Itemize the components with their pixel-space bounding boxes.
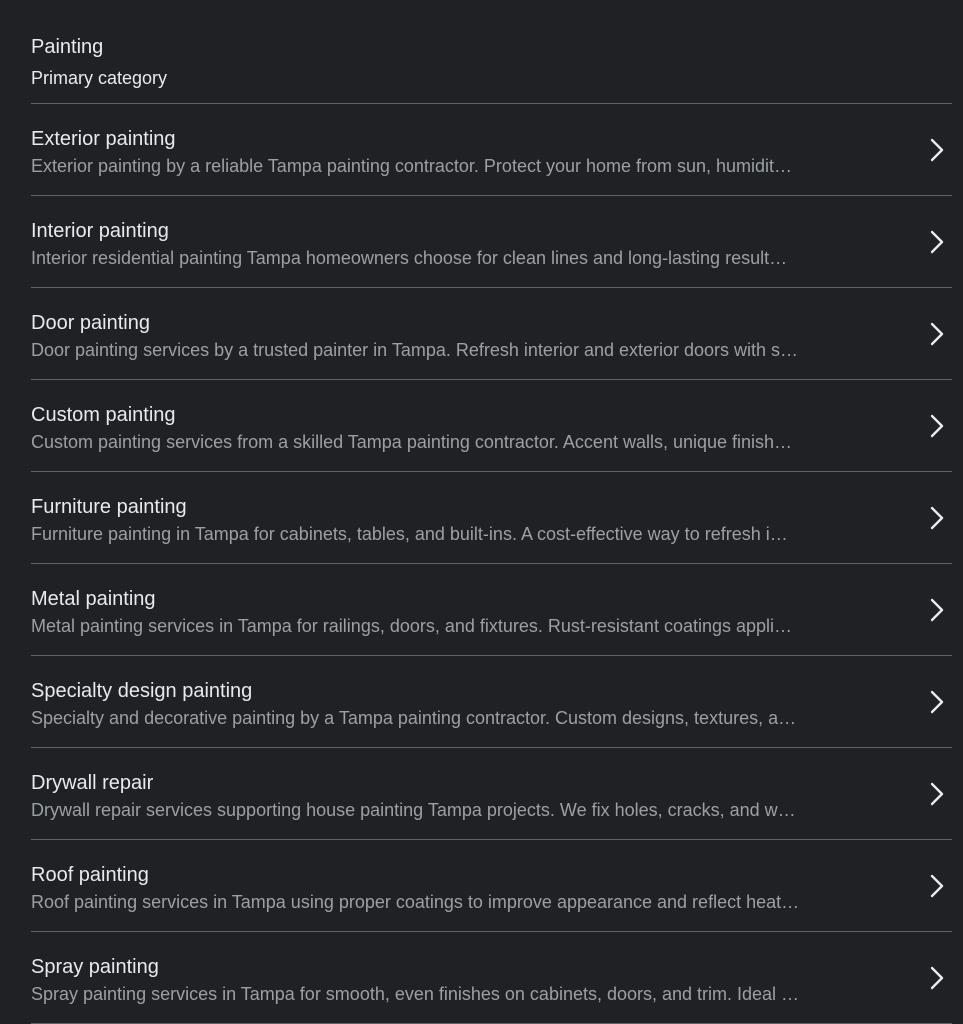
service-item-drywall-repair[interactable]: [31, 748, 952, 840]
category-name: Painting: [31, 36, 104, 58]
category-label: Primary category: [31, 68, 168, 88]
chevron-right-icon: [930, 874, 944, 898]
service-description: Custom painting services from a skilled Tampa painting contractor. Accent walls, unique finish…: [31, 432, 793, 452]
service-title: Door painting: [31, 312, 150, 334]
chevron-right-icon: [930, 598, 944, 622]
service-title: Metal painting: [31, 588, 156, 610]
service-list: [31, 104, 952, 1024]
chevron-right-icon: [930, 414, 944, 438]
chevron-right-icon: [930, 138, 944, 162]
service-description: Interior residential painting Tampa homeowners choose for clean lines and long-lasting result…: [31, 248, 788, 268]
service-title: Interior painting: [31, 220, 169, 242]
service-title: Furniture painting: [31, 496, 187, 518]
service-title: Exterior painting: [31, 128, 176, 150]
chevron-right-icon: [930, 322, 944, 346]
service-item-metal-painting[interactable]: [31, 564, 952, 656]
service-item-specialty-design-painting[interactable]: [31, 656, 952, 748]
chevron-right-icon: [930, 506, 944, 530]
service-description: Spray painting services in Tampa for smooth, even finishes on cabinets, doors, and trim. Ideal …: [31, 984, 800, 1004]
service-item-custom-painting[interactable]: [31, 380, 952, 472]
service-item-roof-painting[interactable]: [31, 840, 952, 932]
chevron-right-icon: [930, 690, 944, 714]
service-item-furniture-painting[interactable]: [31, 472, 952, 564]
service-item-spray-painting[interactable]: [31, 932, 952, 1024]
service-description: Door painting services by a trusted painter in Tampa. Refresh interior and exterior doors with s…: [31, 340, 799, 360]
service-description: Exterior painting by a reliable Tampa painting contractor. Protect your home from sun, humidit…: [31, 156, 793, 176]
chevron-right-icon: [930, 230, 944, 254]
service-title: Drywall repair: [31, 772, 154, 794]
service-description: Furniture painting in Tampa for cabinets, tables, and built-ins. A cost-effective way to refresh i…: [31, 524, 788, 544]
service-item-door-painting[interactable]: [31, 288, 952, 380]
service-title: Specialty design painting: [31, 680, 253, 702]
chevron-right-icon: [930, 782, 944, 806]
chevron-right-icon: [930, 966, 944, 990]
service-title: Custom painting: [31, 404, 176, 426]
service-item-interior-painting[interactable]: [31, 196, 952, 288]
primary-category-header: [31, 33, 952, 104]
service-description: Roof painting services in Tampa using proper coatings to improve appearance and reflect heat…: [31, 892, 800, 912]
service-item-exterior-painting[interactable]: [31, 104, 952, 196]
service-title: Roof painting: [31, 864, 149, 886]
service-description: Drywall repair services supporting house painting Tampa projects. We fix holes, cracks, and w…: [31, 800, 796, 820]
service-title: Spray painting: [31, 956, 159, 978]
service-description: Specialty and decorative painting by a Tampa painting contractor. Custom designs, textures, a…: [31, 708, 797, 728]
service-description: Metal painting services in Tampa for railings, doors, and fixtures. Rust-resistant coatings appli…: [31, 616, 793, 636]
